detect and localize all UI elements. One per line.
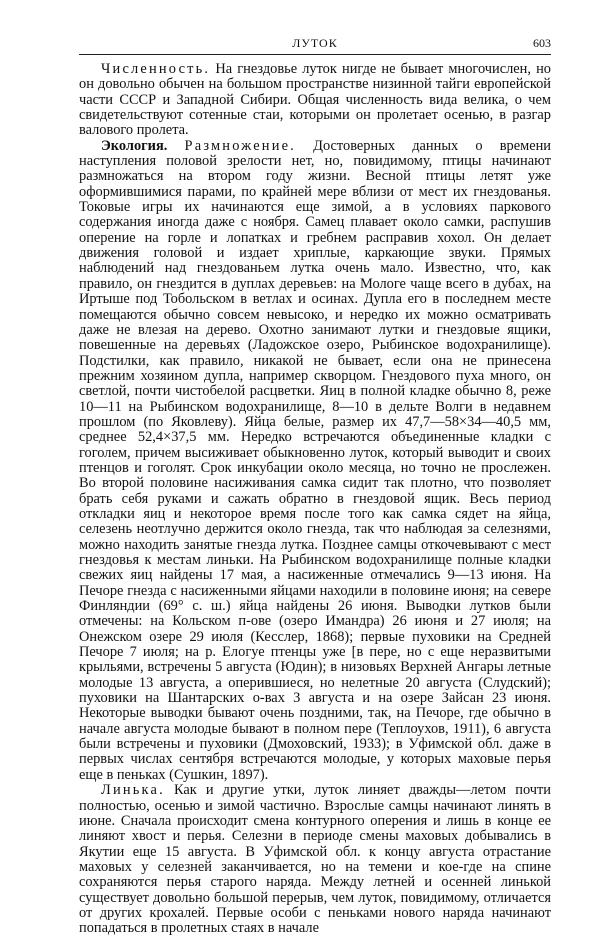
paragraph-ecology xyxy=(79,139,551,783)
body-text xyxy=(79,62,551,937)
ecology-text: Достоверных данных о времени наступления половой зрелости нет, но, повидимому, птицы начинают размножаться на втором году жизни. Весной птицы летят уже оформившимися парами, по крайней мере вблизи от мест их гнездованья. Токовые игры их начинаются еще зимой, а в условиях паркового содержания иногда даже с ноября. Самец плавает около самки, распушив оперение на горле и лопатках и гребнем расправив хохол. Он делает движения головой и издает хриплые, каркающие звуки. Прямых наблюдений над гнездованьем лутка очень мало. Известно, что, как правило, он гнездится в дуплах деревьев: на Мологе чаще всего в дубах, на Иртыше под Тобольском в ветлах и осинах. Дупла его в последнем месте помещаются обычно совсем невысоко, и нередко их можно осматривать даже не влезая на дерево. Охотно занимают лутки и гнездовые ящики, повешенные на деревьях (Ладожское озеро, Рыбинское водохранилище). Подстилки, как правило, никакой не бывает, если она не принесена прежним хозяином дупла, например скворцом. Гнездового пуха много, он светлой, почти чистобелой расцветки. Яиц в полной кладке обычно 8, реже 10—11 на Рыбинском водохранилище, 8—10 в дельте Волги в недавнем прошлом (по Яковлеву). Яйца белые, размер их 47,7—58×34—40,5 мм, среднее 52,4×37,5 мм. Нередко встречаются объединенные кладки с гоголем, причем высиживает обыкновенно луток, который выводит и своих птенцов и гоголят. Срок инкубации около месяца, но точно не прослежен. Во второй половине насиживания самка сидит так плотно, что позволяет брать себя руками и сажать обратно в гнездовой ящик. Весь период откладки яиц и некоторое время после того как самка сядет на яйца, селезень неотлучно держится около гнезда, так что наблюдая за селезнями, можно находить занятые гнезда лутка. Позднее самцы откочевывают с мест гнездовья к местам линьки. На Рыбинском водохранилище полные кладки свежих яиц найдены 17 мая, а насиженные отмечались 9—13 июня. На Печоре гнезда с насиженными яйцами находили в половине июня; на севере Финляндии (69° с. ш.) яйца найдены 26 июня. Выводки лутков были отмечены: на Кольском п-ове (озеро Имандра) 26 июня и 27 июля; на Онежском озере 29 июля (Кесслер, 1868); первые пуховики на Средней Печоре 7 июля; на р. Елогуе птенцы уже [в пере, но с еще неразвитыми крыльями, встречены 5 августа (Юдин); в низовьях Верхней Ангары летные молодые 13 августа, а оперившиеся, но нелетные 20 августа (Слудский); пуховики на Шантарских о-вах 3 августа и на озере Зайсан 23 июня. Некоторые выводки бывают очень поздними, так, на Печоре, где обычно в начале августа молодые бывают в полном пере (Теплоухов, 1911), 6 августа были встречены и пуховики (Дмоховский, 1933); в Уфимской обл. даже в первых числах сентября встречаются молодые, у которых маховые перья еще в пеньках (Сушкин, 1897). xyxy=(79,137,551,783)
molt-text: Как и другие утки, луток линяет дважды—летом почти полностью, осенью и зимой частично. Взрослые самцы начинают линять в июне. Сначала происходит смена контурного оперения и лишь в конце ее линяют хвост и перья. Селезни в периоде смены маховых добывались в Якутии еще 15 августа. В Уфимской обл. к концу августа отрастание маховых у селезней заканчивается, но на темени и кое-где на спине сохраняются перья старого наряда. Между летней и осенней линькой существует довольно большой перерыв, чем луток, повидимому, отличается от других крохалей. Первые особи с пеньками нового наряда начинают попадаться в пролетных стаях в начале xyxy=(79,782,551,937)
molt-heading: Линька. xyxy=(101,782,165,799)
page-header xyxy=(79,34,551,55)
ecology-heading: Экология. xyxy=(101,137,168,154)
paragraph-numbers xyxy=(79,62,551,139)
running-head: ЛУТОК xyxy=(292,36,338,50)
page-number: 603 xyxy=(533,36,551,50)
paragraph-molt xyxy=(79,783,551,936)
reproduction-heading: Размножение. xyxy=(184,137,296,154)
numbers-heading: Численность. xyxy=(101,61,211,77)
numbers-text: На гнездовье луток нигде не бывает многочислен, но он довольно обычен на большом пространстве низинной тайги европейской части СССР и Западной Сибири. Общая численность вида велика, о чем свидетельствуют сотенные стаи, которыми он пролетает осенью, в разгар валового пролета. xyxy=(79,61,551,139)
